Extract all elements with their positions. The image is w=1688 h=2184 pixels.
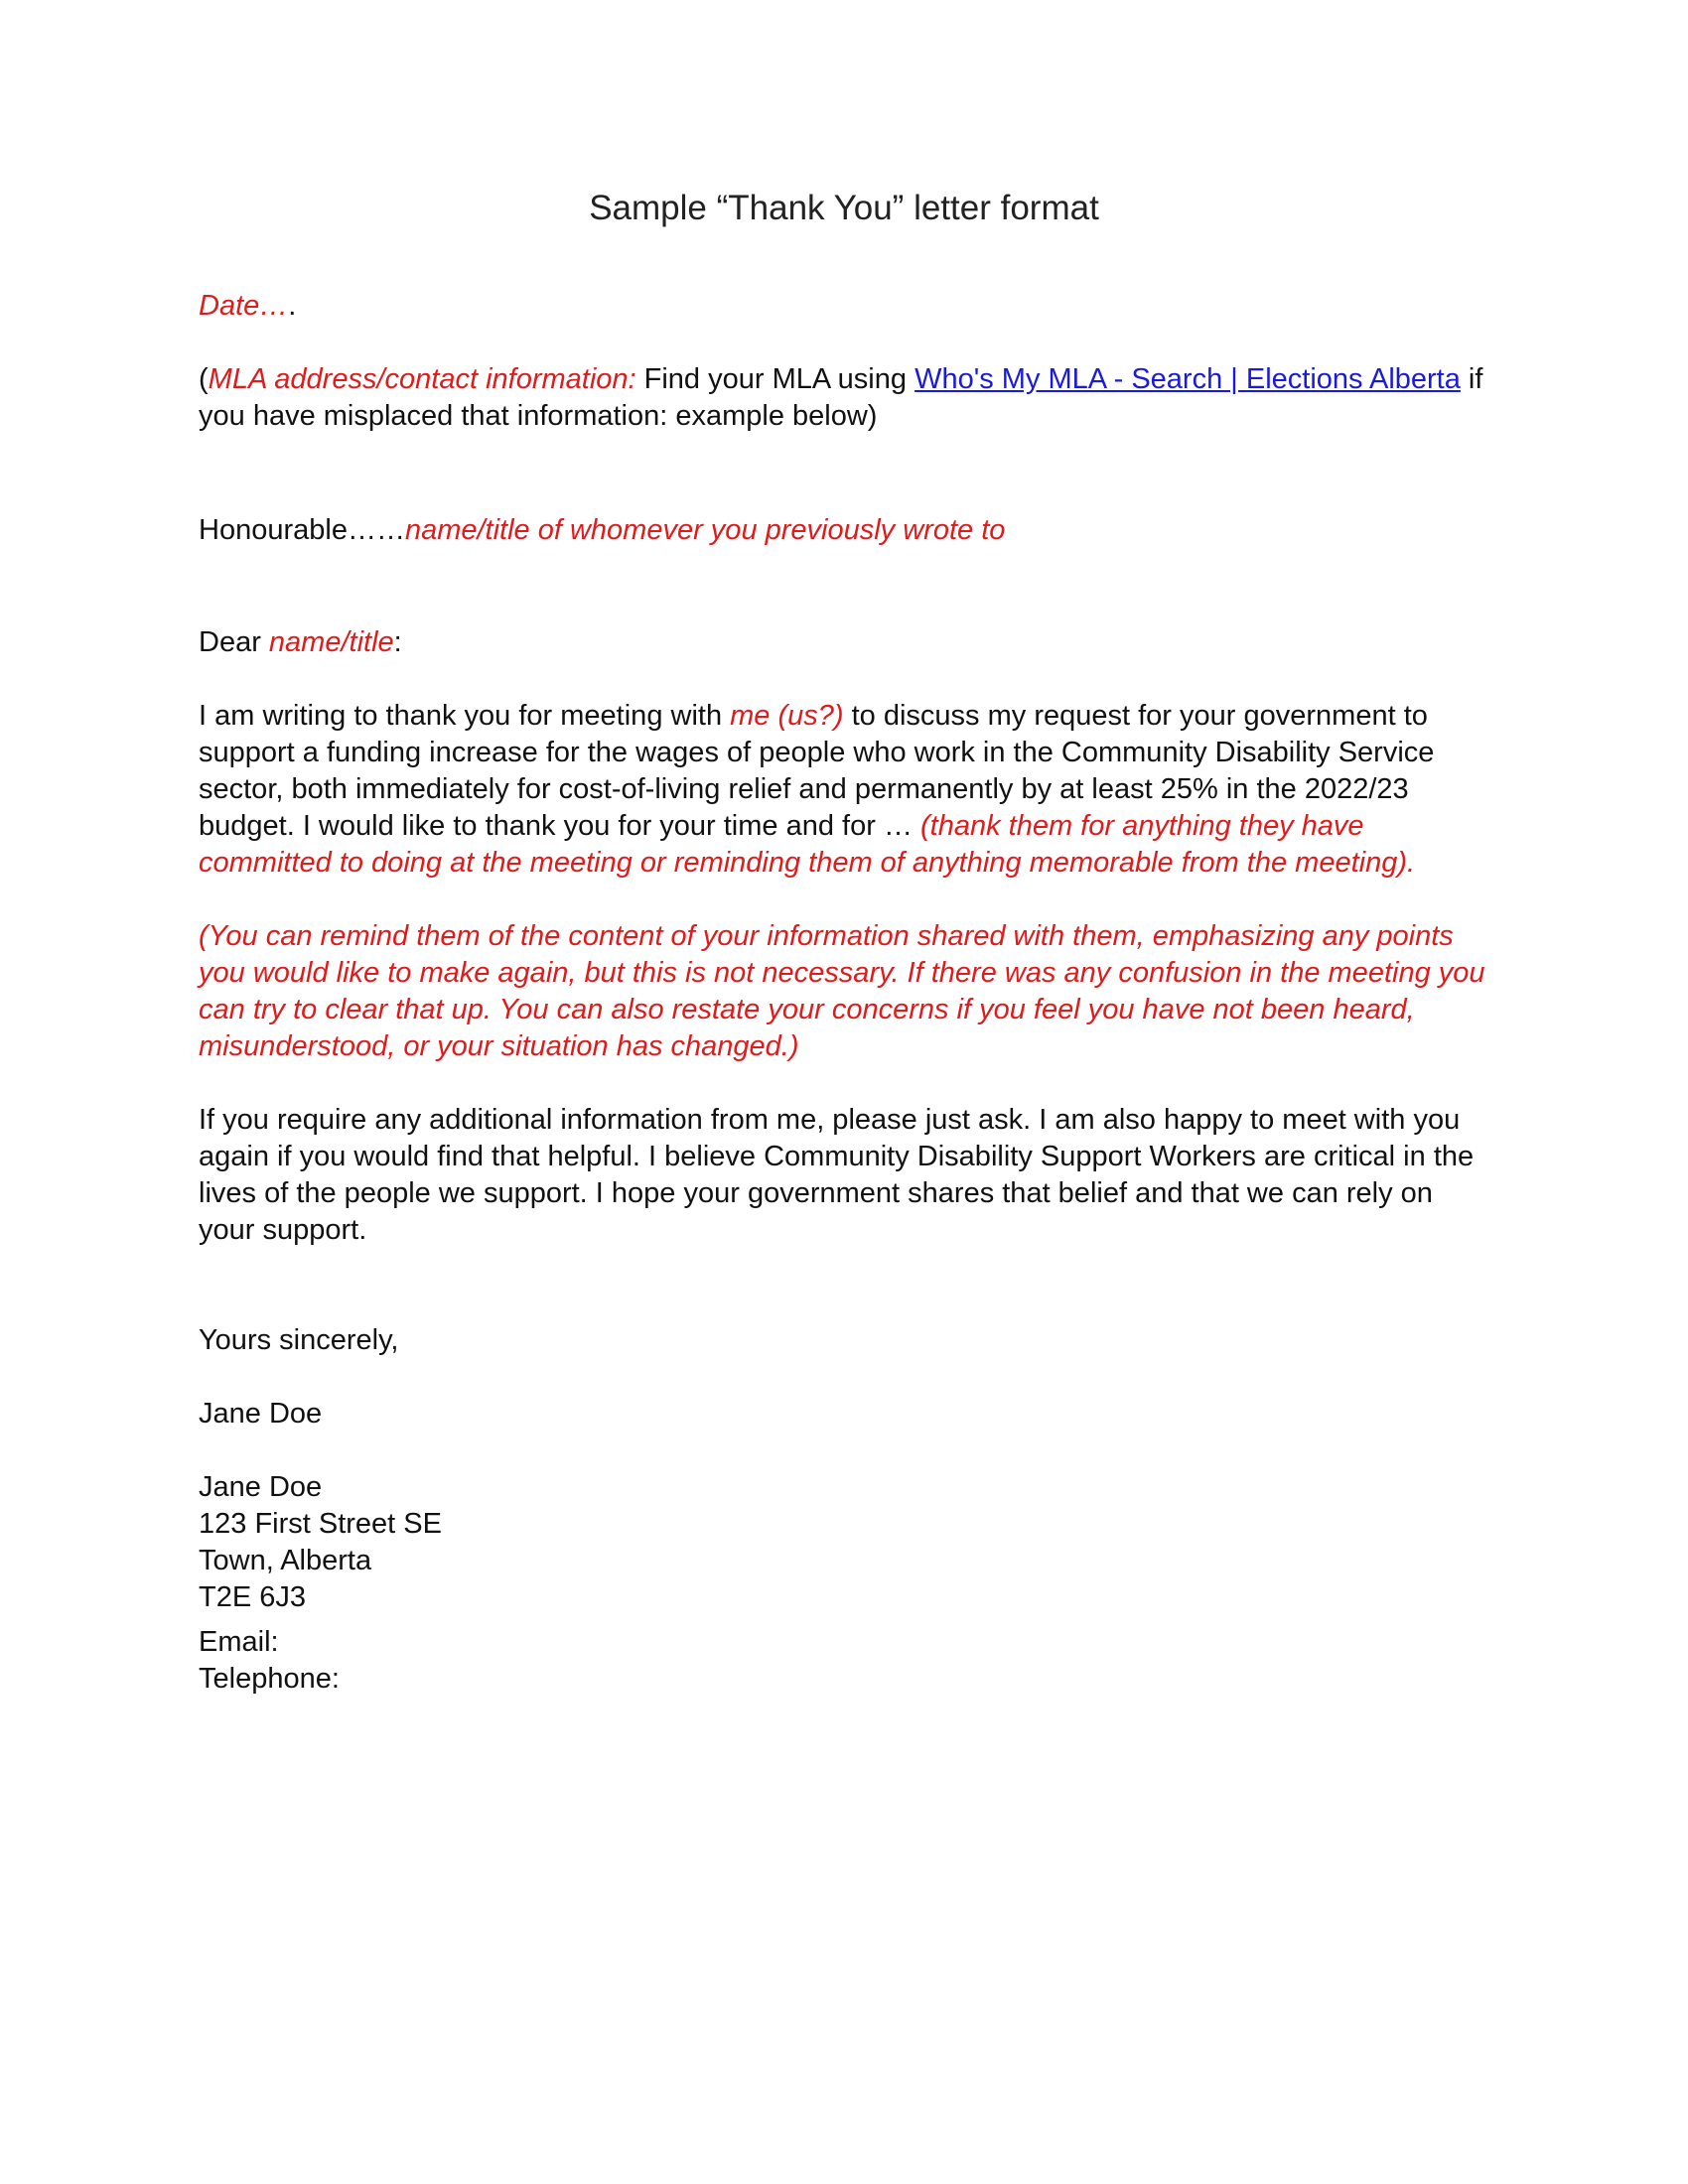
honourable-placeholder: name/title of whomever you previously wrote to	[404, 514, 1006, 546]
honourable-prefix: Honourable……	[199, 514, 405, 546]
paragraph-reminder: (You can remind them of the content of your information shared with them, emphasizing any points you would like to make again, but this is not necessary. If there was any confusion in the meeting you can try to clear that up. You can also restate your concerns if you feel you have not been heard, misunderstood, or your situation has changed.)	[199, 920, 1485, 1062]
paragraph-thanks	[199, 698, 1489, 882]
page-title: Sample “Thank You” letter format	[589, 189, 1099, 227]
salutation-prefix: Dear	[199, 626, 269, 658]
mla-label: MLA address/contact information:	[208, 363, 636, 395]
mla-open-paren: (	[199, 363, 209, 395]
signature: Jane Doe	[199, 1398, 323, 1430]
date-line	[199, 288, 1489, 325]
address-postal: T2E 6J3	[199, 1581, 306, 1613]
paragraph1-part1: I am writing to thank you for meeting with	[199, 700, 731, 732]
date-placeholder: Date…	[199, 290, 289, 322]
elections-alberta-link[interactable]: Who's My MLA - Search | Elections Alberta	[914, 363, 1461, 395]
email-label: Email:	[199, 1626, 279, 1658]
letter-body	[199, 288, 1489, 1698]
mla-text-after-link: if you have misplaced that information: example below)	[199, 363, 1483, 432]
address-town: Town, Alberta	[199, 1545, 372, 1576]
address-name: Jane Doe	[199, 1471, 323, 1503]
salutation-line	[199, 624, 1489, 661]
sender-address-block	[199, 1469, 1489, 1698]
closing-line: Yours sincerely,	[199, 1324, 399, 1356]
date-trailing: .	[288, 290, 297, 322]
salutation-suffix: :	[393, 626, 402, 658]
salutation-placeholder: name/title	[268, 626, 394, 658]
paragraph-closing-remarks: If you require any additional information from me, please just ask. I am also happy to meet with you again if you would find that helpful. I believe Community Disability Support Workers are critical in the lives of the people we support. I hope your government shares that belief and that we can rely on your support.	[199, 1104, 1475, 1246]
paragraph1-placeholder2: (thank them for anything they have committed to doing at the meeting or reminding them of anything memorable from the meeting).	[199, 810, 1416, 879]
paragraph1-part2: to discuss my request for your government to support a funding increase for the wages of people who work in the Community Disability Service sector, both immediately for cost-of-living relief and permanently by at least 25% in the 2022/23 budget. I would like to thank you for your time and for …	[199, 700, 1435, 842]
address-street: 123 First Street SE	[199, 1508, 442, 1540]
mla-contact-paragraph	[199, 361, 1489, 435]
mla-text-before-link: Find your MLA using	[635, 363, 915, 395]
paragraph1-placeholder1: me (us?)	[730, 700, 844, 732]
telephone-label: Telephone:	[199, 1663, 340, 1695]
honourable-line	[199, 512, 1489, 549]
